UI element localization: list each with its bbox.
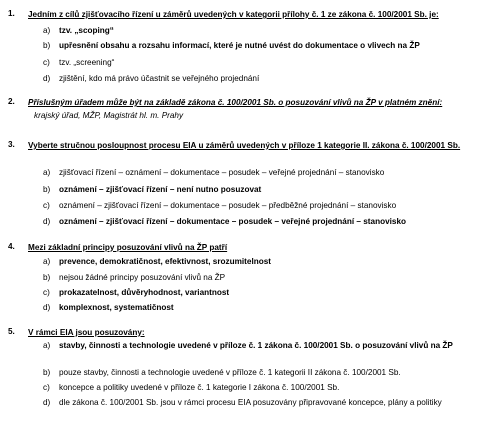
question-text: Jedním z cílů zjišťovacího řízení u záměrů uvedených v kategorii přílohy č. 1 ze zákona č. 100/2001 Sb. je: <box>28 10 439 19</box>
option-letter: a) <box>43 341 51 350</box>
option-letter: c) <box>43 288 50 297</box>
option-text: oznámení – zjišťovací řízení – dokumentace – posudek – předběžné projednání – stanovisko <box>59 201 397 210</box>
option-text: tzv. „scoping“ <box>59 26 114 35</box>
option-letter: d) <box>43 398 51 407</box>
option-letter: c) <box>43 58 50 67</box>
option-letter: d) <box>43 217 51 226</box>
option-letter: b) <box>43 273 51 282</box>
option-text: prokazatelnost, důvěryhodnost, variantnost <box>59 288 230 297</box>
question-number: 2. <box>8 97 15 106</box>
option-text: oznámení – zjišťovací řízení – dokumentace – posudek – veřejné projednání – stanovisko <box>59 217 407 226</box>
option-text: pouze stavby, činnosti a technologie uvedené v příloze č. 1 kategorii II zákona č. 100/2001 Sb. <box>59 368 401 377</box>
option-text: prevence, demokratičnost, efektivnost, srozumitelnost <box>59 257 272 266</box>
question-number: 5. <box>8 327 15 336</box>
question-text: Mezi základní principy posuzování vlivů na ŽP patří <box>28 243 228 252</box>
option-letter: b) <box>43 185 51 194</box>
option-text: nejsou žádné principy posuzování vlivů na ŽP <box>59 273 226 282</box>
option-letter: b) <box>43 368 51 377</box>
option-letter: d) <box>43 303 51 312</box>
option-text: komplexnost, systematičnost <box>59 303 174 312</box>
question-number: 1. <box>8 9 15 18</box>
answer-text: krajský úřad, MŽP, Magistrát hl. m. Prahy <box>34 111 184 120</box>
option-text: tzv. „screening“ <box>59 58 115 67</box>
option-letter: c) <box>43 201 50 210</box>
option-text: oznámení – zjišťovací řízení – není nutno posuzovat <box>59 185 262 194</box>
question-number: 3. <box>8 140 15 149</box>
option-text: koncepce a politiky uvedené v příloze č. 1 kategorie I zákona č. 100/2001 Sb. <box>59 383 340 392</box>
option-letter: d) <box>43 74 51 83</box>
question-text: Vyberte stručnou posloupnost procesu EIA u záměrů uvedených v příloze 1 kategorie II. zákona č. 100/2001 Sb. <box>28 141 461 150</box>
option-letter: b) <box>43 41 51 50</box>
option-letter: a) <box>43 257 51 266</box>
option-text: upřesnění obsahu a rozsahu informací, které je nutné uvést do dokumentace o vlivech na ŽP <box>59 41 420 50</box>
option-letter: c) <box>43 383 50 392</box>
question-text: Příslušným úřadem může být na základě zákona č. 100/2001 Sb. o posuzování vlivů na ŽP v platném znění: <box>28 98 443 107</box>
option-text: dle zákona č. 100/2001 Sb. jsou v rámci procesu EIA posuzovány připravované koncepce, plány a politiky <box>59 398 442 407</box>
option-letter: a) <box>43 168 51 177</box>
option-letter: a) <box>43 26 51 35</box>
question-text: V rámci EIA jsou posuzovány: <box>28 328 145 337</box>
question-number: 4. <box>8 242 15 251</box>
option-text: zjišťovací řízení – oznámení – dokumentace – posudek – veřejné projednání – stanovisko <box>59 168 385 177</box>
option-text: zjištění, kdo má právo účastnit se veřejného projednání <box>59 74 260 83</box>
option-text: stavby, činnosti a technologie uvedené v příloze č. 1 zákona č. 100/2001 Sb. o posuzování vlivů na ŽP <box>59 341 453 350</box>
